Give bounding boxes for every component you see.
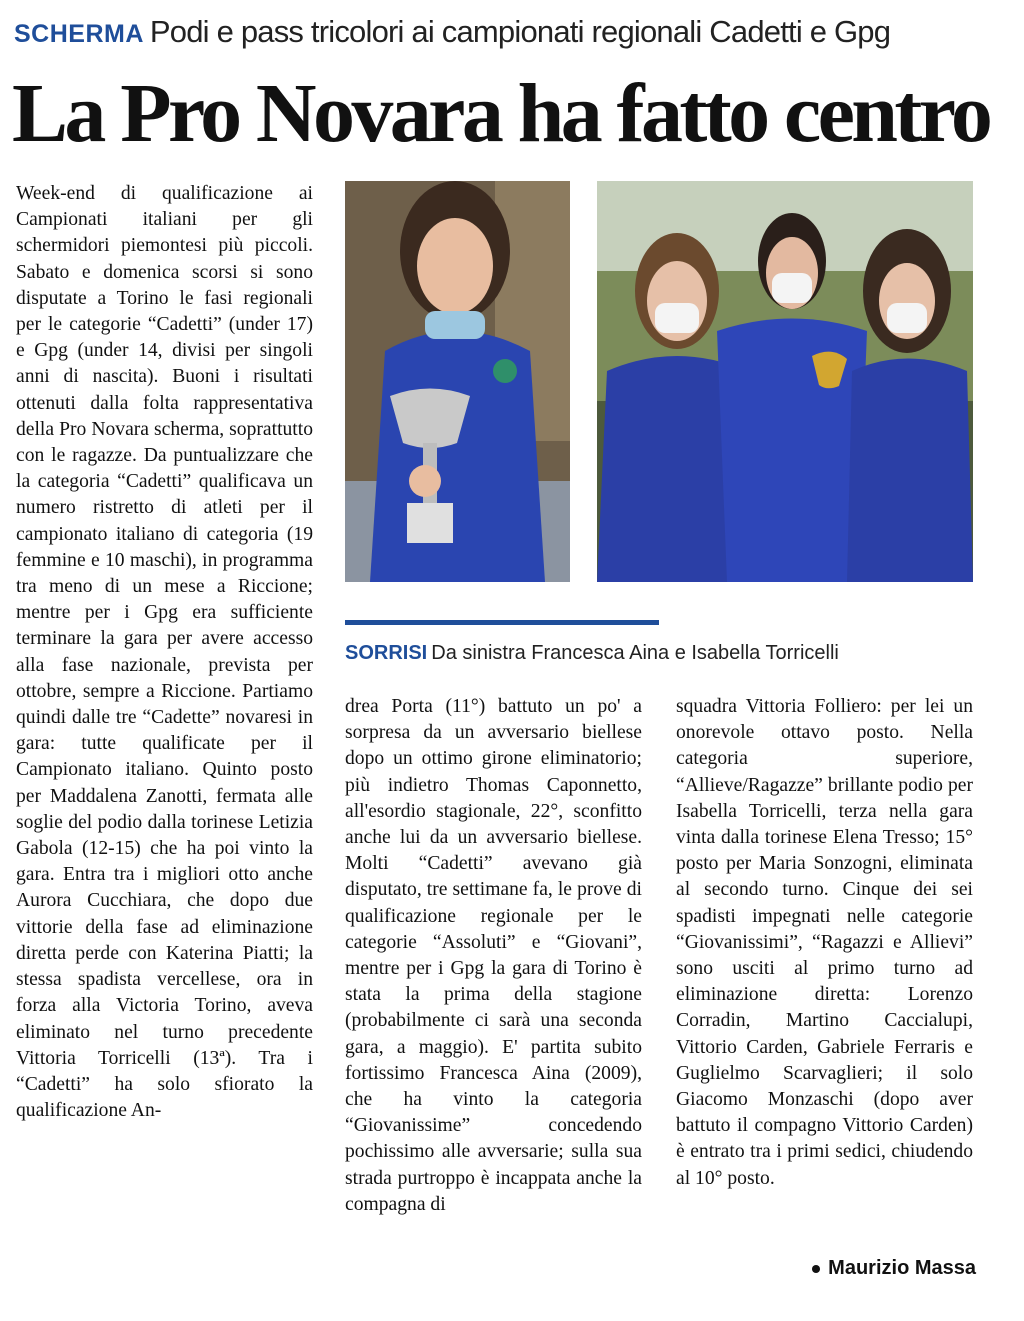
photo-2-illustration: [597, 181, 973, 582]
article-column-1: Week-end di qualificazione ai Campionati italiani per gli schermidori piemontesi più piccoli. Sabato e domenica scorsi si sono disputate a Torino le fasi regionali per le categorie “Cadetti” (under 17) e Gpg (under 14, divisi per singoli anni di nascita). Buoni i risultati ottenuti dalla folta rappresentativa della Pro Novara scherma, soprattutto con le ragazze. Da puntualizzare che la categoria “Cadetti” qualificava un numero ristretto di atleti per il campionato italiano di categoria (19 femmine e 10 maschi), in programma tra meno di un mese a Riccione; mentre per i Gpg era sufficiente terminare la gara per avere accesso alla fase nazionale, prevista per ottobre, sempre a Riccione. Partiamo quindi dalle tre “Cadette” novaresi in gara: tutte qualificate per il Campionato italiano. Quinto posto per Maddalena Zanotti, fermata alle soglie del podio dalla torinese Letizia Gabola (12-15) che ha poi vinto la gara. Entra tra i migliori otto anche Aurora Cucchiara, che dopo due vittorie della fase ad eliminazione diretta perde con Katerina Piatti; la stessa spadista vercellese, ora in forza alla Victoria Torino, aveva eliminato nel turno precedente Vittoria Torricelli (13ª). Tra i “Cadetti” ha solo sfiorato la qualificazione An-: [16, 183, 313, 1122]
kicker: [14, 14, 1014, 60]
caption-text: Da sinistra Francesca Aina e Isabella Torricelli: [431, 642, 839, 664]
caption-rule: [345, 620, 659, 625]
caption-tag: SORRISI: [345, 642, 428, 664]
byline-author: Maurizio Massa: [828, 1257, 976, 1279]
byline: [780, 1257, 976, 1287]
photo-girl-with-trophy: [345, 181, 570, 582]
article-column-3: squadra Vittoria Folliero: per lei un onorevole ottavo posto. Nella categoria superiore, “Allieve/Ragazze” brillante podio per Isabella Torricelli, terza nella gara vinta dalla torinese Elena Tresso; 15° posto per Maria Sonzogni, eliminata al secondo turno. Cinque dei sei spadisti impegnati nelle categorie “Giovanissimi”, “Ragazzi e Allievi” sono usciti al primo turno ad eliminazione diretta: Lorenzo Corradin, Martino Caccialupi, Vittorio Carden, Gabriele Ferraris e Guglielmo Scarvaglieri; il solo Giacomo Monzaschi (dopo aver battuto il compagno Vittorio Carden) è entrato tra i primi sedici, chiudendo al 10° posto.: [676, 696, 973, 1189]
photo-three-fencers-with-masks: [597, 181, 973, 582]
article-column-2: drea Porta (11°) battuto un po' a sorpresa da un avversario biellese dopo un ottimo girone eliminatorio; più indietro Thomas Caponnetto, all'esordio stagionale, 22°, sconfitto anche lui da un avversario biellese. Molti “Cadetti” avevano già disputato, tre settimane fa, le prove di qualificazione regionale per le categorie “Assoluti” e “Giovani”, mentre per i Gpg la gara di Torino è stata la prima della stagione (probabilmente ci sarà una seconda gara, a maggio). E' partita subito fortissimo Francesca Aina (2009), che ha vinto la categoria “Giovanissime” concedendo pochissimo alle avversarie; sulla sua strada purtroppo è incappata anche la compagna di: [345, 696, 642, 1215]
headline: La Pro Novara ha fatto centro: [12, 67, 990, 160]
kicker-subtitle: Podi e pass tricolori ai campionati regionali Cadetti e Gpg: [149, 14, 891, 49]
section-tag: SCHERMA: [14, 20, 144, 48]
bullet-icon: [812, 1265, 820, 1273]
photo-caption: [345, 642, 985, 674]
photo-1-illustration: [345, 181, 570, 582]
